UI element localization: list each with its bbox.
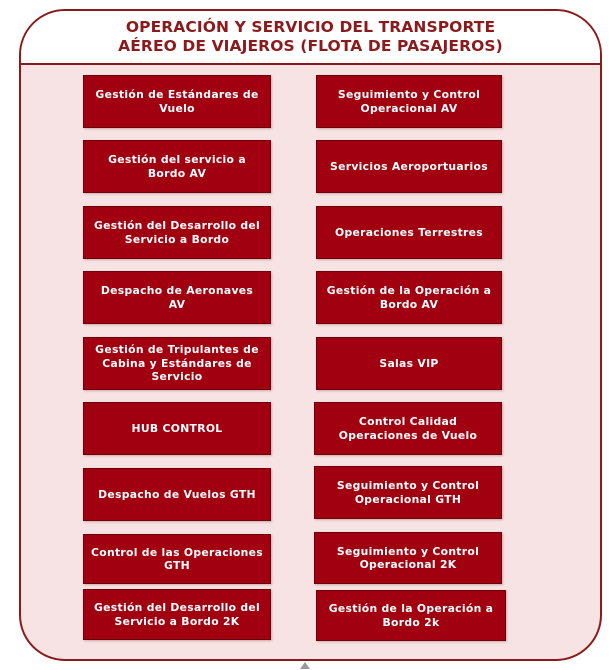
unit-box-operaciones-terrestres: Operaciones Terrestres xyxy=(316,206,502,259)
unit-box-gestion-estandares-vuelo: Gestión de Estándares de Vuelo xyxy=(83,75,271,128)
unit-box-hub-control: HUB CONTROL xyxy=(83,402,271,455)
unit-box-gestion-servicio-bordo-av: Gestión del servicio a Bordo AV xyxy=(83,140,271,193)
unit-box-servicios-aeroportuarios: Servicios Aeroportuarios xyxy=(316,140,502,193)
unit-box-despacho-vuelos-gth: Despacho de Vuelos GTH xyxy=(83,468,271,521)
unit-box-gestion-desarrollo-servicio-bordo-2k: Gestión del Desarrollo del Servicio a Bordo 2K xyxy=(83,589,271,640)
unit-box-seguimiento-control-2k: Seguimiento y Control Operacional 2K xyxy=(314,532,502,584)
mouse-cursor-icon xyxy=(300,662,310,669)
unit-box-gestion-tripulantes-cabina: Gestión de Tripulantes de Cabina y Estándares de Servicio xyxy=(83,337,271,390)
panel-title-line-2: AÉREO DE VIAJEROS (FLOTA DE PASAJEROS) xyxy=(118,37,503,55)
panel-title-line-1: OPERACIÓN Y SERVICIO DEL TRANSPORTE xyxy=(125,18,496,36)
unit-box-control-operaciones-gth: Control de las Operaciones GTH xyxy=(83,534,271,584)
panel-header xyxy=(21,11,600,65)
unit-box-gestion-operacion-bordo-2k: Gestión de la Operación a Bordo 2k xyxy=(316,590,506,641)
unit-box-seguimiento-control-gth: Seguimiento y Control Operacional GTH xyxy=(314,466,502,519)
unit-box-despacho-aeronaves-av: Despacho de Aeronaves AV xyxy=(83,271,271,324)
unit-box-control-calidad-operaciones: Control Calidad Operaciones de Vuelo xyxy=(314,402,502,455)
unit-box-seguimiento-control-av: Seguimiento y Control Operacional AV xyxy=(316,75,502,128)
unit-box-salas-vip: Salas VIP xyxy=(316,337,502,390)
unit-box-gestion-operacion-bordo-av: Gestión de la Operación a Bordo AV xyxy=(316,271,502,324)
unit-box-gestion-desarrollo-servicio-bordo: Gestión del Desarrollo del Servicio a Bordo xyxy=(83,206,271,259)
